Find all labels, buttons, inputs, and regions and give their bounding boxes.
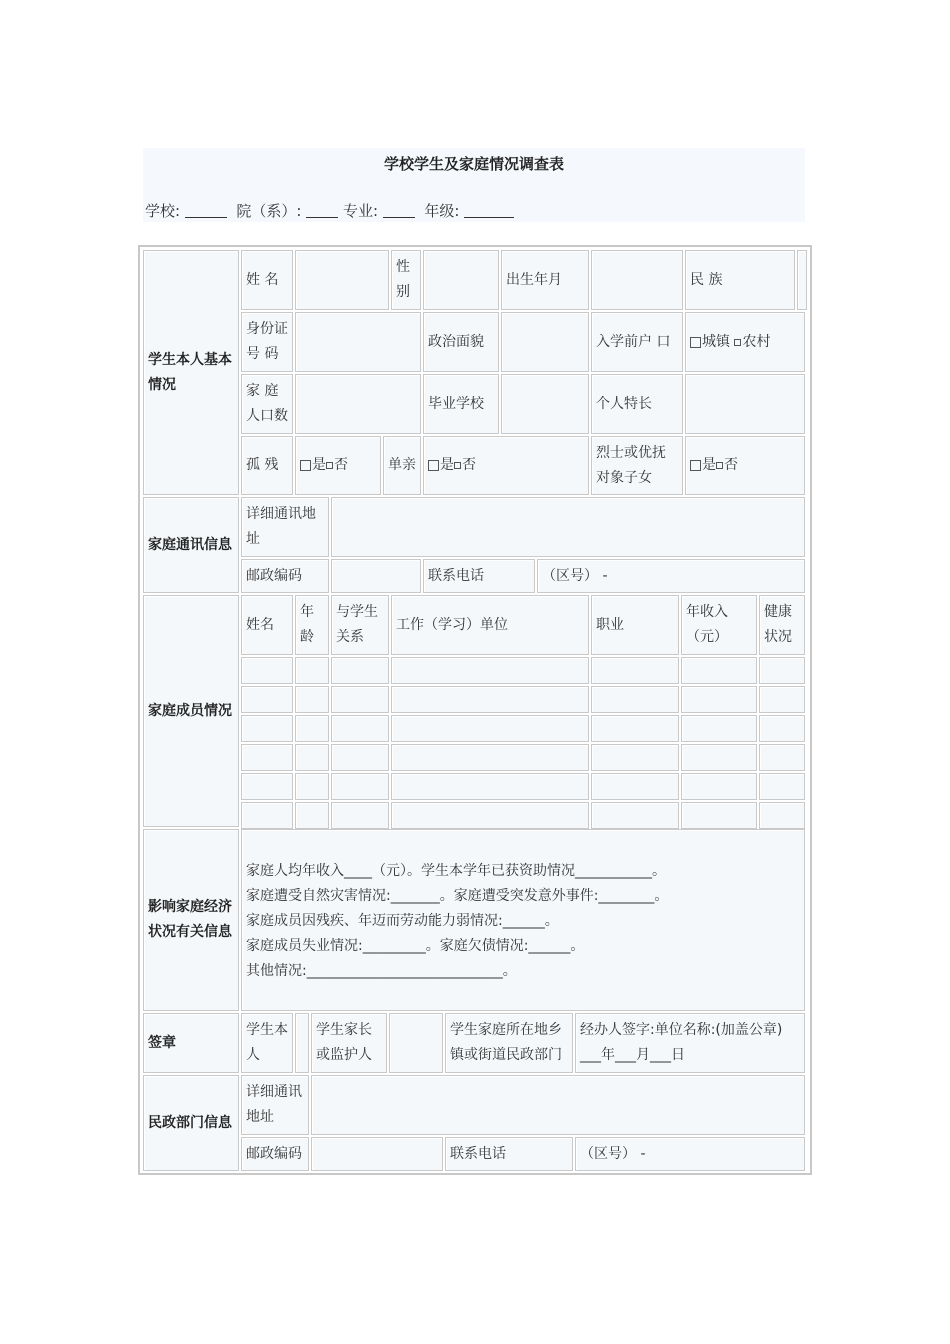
birth-label: 出生年月 [501,250,589,310]
economic-line-1: 家庭人均年收入____（元）。学生本学年已获资助情况___________。 [246,863,666,879]
martyr-options: 是 否 [685,436,805,495]
member-header-name: 姓名 [241,595,293,655]
member-row-2-cell-6[interactable] [681,686,757,713]
specialty-label: 个人特长 [591,374,683,434]
school-field[interactable] [185,203,227,218]
member-row-5-cell-4[interactable] [391,773,589,800]
member-row-4-cell-1[interactable] [241,744,293,771]
member-row-2-cell-3[interactable] [331,686,389,713]
contact-postcode-label: 邮政编码 [241,559,329,593]
orphan-no-checkbox[interactable] [326,462,333,469]
ethnic-field[interactable] [797,250,807,310]
sign-handler-text: 经办人签字:单位名称:(加盖公章) [580,1022,783,1038]
member-row-1-cell-2[interactable] [295,657,329,684]
grade-label: 年级: [424,202,460,220]
martyr-yes-checkbox[interactable] [690,460,701,471]
name-label: 姓 名 [241,250,293,310]
member-row-5-cell-3[interactable] [331,773,389,800]
member-row-6-cell-7[interactable] [759,802,805,829]
birth-field[interactable] [591,250,683,310]
single-parent-options: 是 否 [423,436,589,495]
contact-phone-label: 联系电话 [423,559,535,593]
member-row-6-cell-4[interactable] [391,802,589,829]
member-row-5-cell-1[interactable] [241,773,293,800]
hukou-label: 入学前户 口 [591,312,683,372]
gender-label: 性别 [391,250,421,310]
member-header-occupation: 职业 [591,595,679,655]
martyr-label: 烈士或优抚对象子女 [591,436,683,495]
hukou-village-checkbox[interactable] [734,339,741,346]
orphan-label: 孤 残 [241,436,293,495]
ethnic-label: 民 族 [685,250,795,310]
contact-postcode-field[interactable] [331,559,421,593]
sign-student-field[interactable] [295,1013,309,1073]
member-row-6-cell-3[interactable] [331,802,389,829]
section-family-members: 家庭成员情况 [143,595,239,827]
sign-handler-field[interactable] [575,1013,805,1073]
member-header-age: 年龄 [295,595,329,655]
civil-phone-field[interactable]: （区号） - [575,1137,805,1171]
economic-line-2: 家庭遭受自然灾害情况:_______。家庭遭受突发意外事件:________。 [246,888,669,904]
gender-field[interactable] [423,250,499,310]
sign-date-text: ___年___月___日 [580,1047,685,1063]
id-number-label: 身份证号 码 [241,312,293,372]
member-row-1-cell-4[interactable] [391,657,589,684]
member-row-3-cell-7[interactable] [759,715,805,742]
name-field[interactable] [295,250,389,310]
member-row-4-cell-6[interactable] [681,744,757,771]
sign-civil-dept-label: 学生家庭所在地乡镇或街道民政部门 [445,1013,573,1073]
civil-address-field[interactable] [311,1075,805,1135]
member-row-3-cell-2[interactable] [295,715,329,742]
dept-label: 院（系）: [236,202,302,220]
member-row-3-cell-6[interactable] [681,715,757,742]
civil-phone-label: 联系电话 [445,1137,573,1171]
member-row-6-cell-6[interactable] [681,802,757,829]
school-info-line [145,200,514,221]
member-row-4-cell-7[interactable] [759,744,805,771]
civil-postcode-label: 邮政编码 [241,1137,309,1171]
member-row-1-cell-3[interactable] [331,657,389,684]
civil-postcode-field[interactable] [311,1137,443,1171]
martyr-no-checkbox[interactable] [716,462,723,469]
member-row-3-cell-3[interactable] [331,715,389,742]
member-row-1-cell-6[interactable] [681,657,757,684]
member-row-3-cell-1[interactable] [241,715,293,742]
political-label: 政治面貌 [423,312,499,372]
member-row-4-cell-5[interactable] [591,744,679,771]
contact-address-field[interactable] [331,497,805,557]
member-row-2-cell-1[interactable] [241,686,293,713]
civil-address-label: 详细通讯地址 [241,1075,309,1135]
contact-phone-field[interactable]: （区号） - [537,559,805,593]
member-row-6-cell-2[interactable] [295,802,329,829]
member-row-2-cell-4[interactable] [391,686,589,713]
member-row-1-cell-7[interactable] [759,657,805,684]
hukou-town-checkbox[interactable] [690,337,701,348]
member-row-1-cell-1[interactable] [241,657,293,684]
member-row-5-cell-2[interactable] [295,773,329,800]
hukou-village-label: 农村 [742,333,771,350]
dept-field[interactable] [306,203,338,218]
member-header-income: 年收入（元） [681,595,757,655]
sign-parent-label: 学生家长或监护人 [311,1013,387,1073]
member-row-3-cell-4[interactable] [391,715,589,742]
member-row-6-cell-1[interactable] [241,802,293,829]
specialty-field[interactable] [685,374,805,434]
hukou-town-label: 城镇 [702,333,730,350]
member-row-6-cell-5[interactable] [591,802,679,829]
single-parent-no-checkbox[interactable] [454,462,461,469]
member-header-workplace: 工作（学习）单位 [391,595,589,655]
orphan-options: 是 否 [295,436,381,495]
section-basic-info: 学生本人基本情况 [143,250,239,495]
member-row-3-cell-5[interactable] [591,715,679,742]
sign-parent-field[interactable] [389,1013,443,1073]
hukou-options [685,312,805,372]
grade-field[interactable] [464,203,514,218]
id-number-field[interactable] [295,312,421,372]
member-row-2-cell-7[interactable] [759,686,805,713]
section-economic-info: 影响家庭经济状况有关信息 [143,829,239,1011]
member-row-5-cell-5[interactable] [591,773,679,800]
member-row-4-cell-4[interactable] [391,744,589,771]
political-field[interactable] [501,312,589,372]
member-row-2-cell-2[interactable] [295,686,329,713]
member-header-relation: 与学生关系 [331,595,389,655]
member-row-4-cell-2[interactable] [295,744,329,771]
member-row-4-cell-3[interactable] [331,744,389,771]
single-parent-label: 单亲 [383,436,421,495]
economic-info-text[interactable] [241,829,805,1011]
sign-student-label: 学生本人 [241,1013,293,1073]
orphan-yes-checkbox[interactable] [300,460,311,471]
section-family-contact: 家庭通讯信息 [143,497,239,593]
contact-address-label: 详细通讯地址 [241,497,329,557]
major-field[interactable] [383,203,415,218]
graduate-school-label: 毕业学校 [423,374,499,434]
member-header-health: 健康状况 [759,595,805,655]
graduate-school-field[interactable] [501,374,589,434]
form-header [143,148,805,222]
member-row-2-cell-5[interactable] [591,686,679,713]
economic-line-3: 家庭成员因残疾、年迈而劳动能力弱情况:______。 [246,913,559,929]
member-row-1-cell-5[interactable] [591,657,679,684]
economic-line-4: 家庭成员失业情况:_________。家庭欠债情况:______。 [246,938,585,954]
member-row-5-cell-7[interactable] [759,773,805,800]
family-size-field[interactable] [295,374,421,434]
member-row-5-cell-6[interactable] [681,773,757,800]
section-civil-affairs: 民政部门信息 [143,1075,239,1171]
single-parent-yes-checkbox[interactable] [428,460,439,471]
economic-line-5: 其他情况:____________________________。 [246,963,517,979]
survey-form [138,245,812,1175]
major-label: 专业: [343,202,379,220]
page-title: 学校学生及家庭情况调查表 [383,155,564,173]
school-label: 学校: [145,202,181,220]
family-size-label: 家 庭人口数 [241,374,293,434]
section-signature: 签章 [143,1013,239,1073]
